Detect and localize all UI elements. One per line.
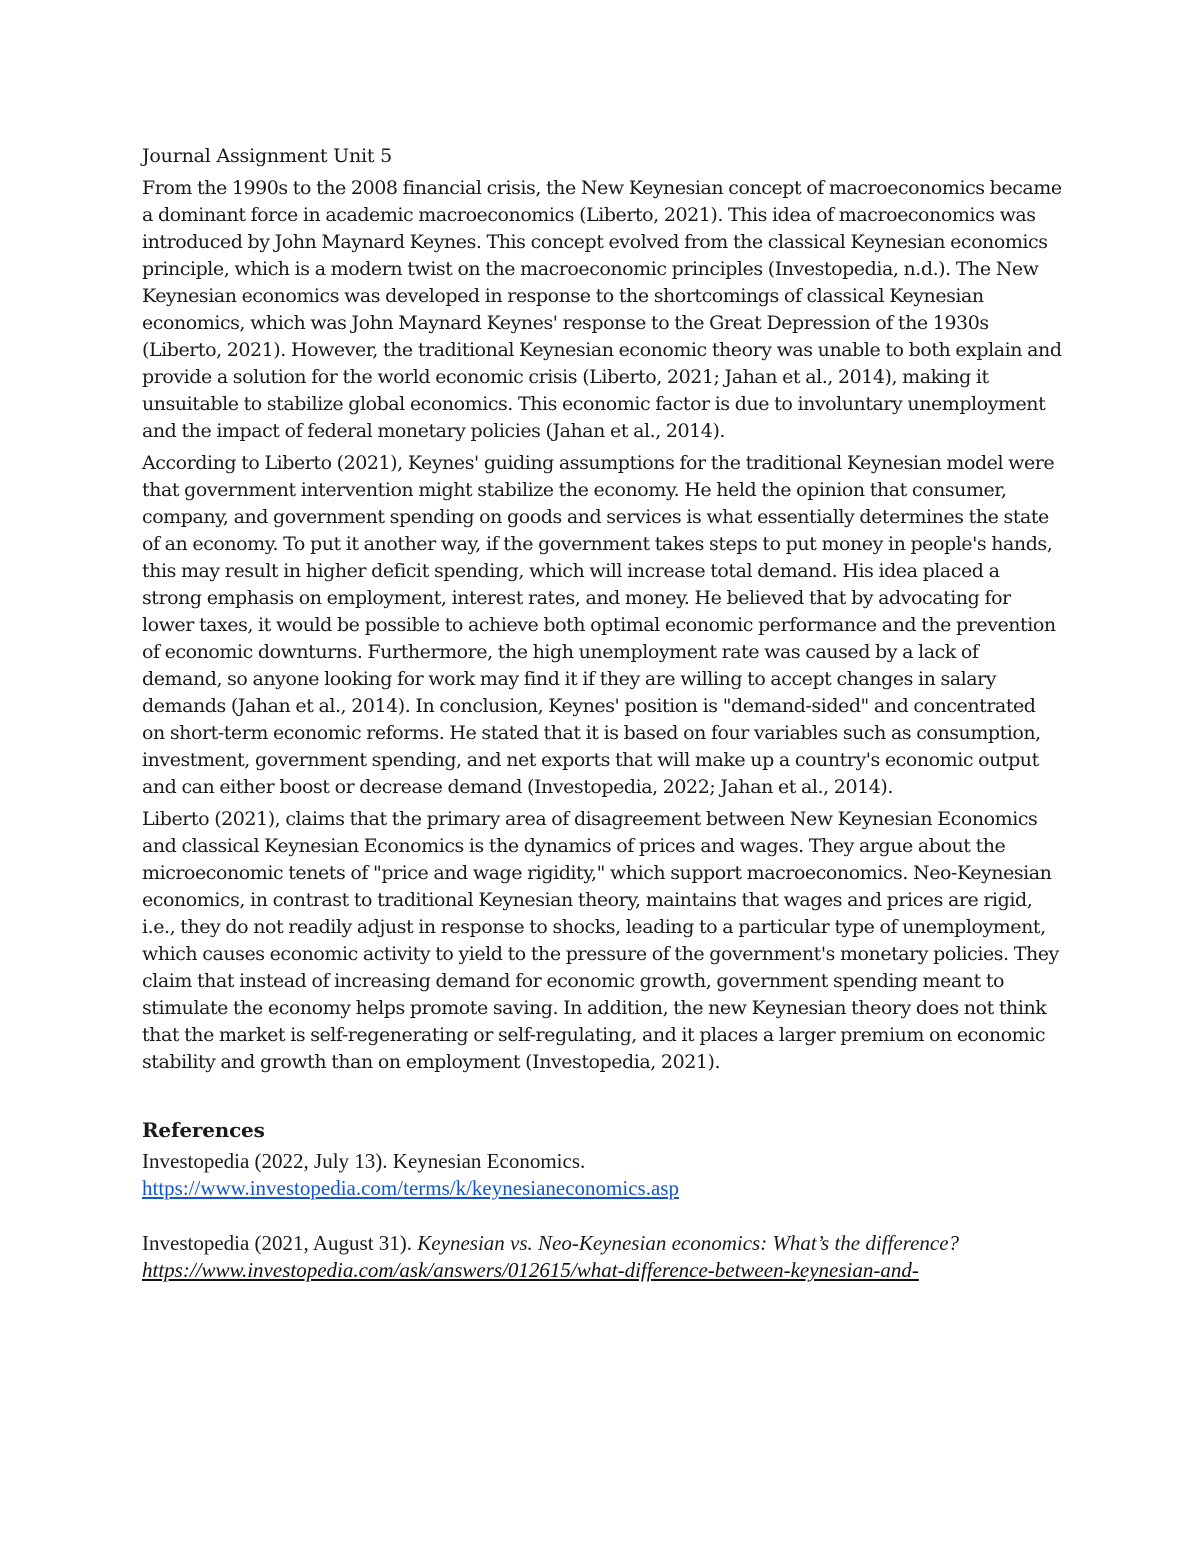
paragraph-3: Liberto (2021), claims that the primary area of disagreement between New Keynesian Economics and classical Keynesian Economics is the dynamics of prices and wages. They argue about the microeconomic tenets of "price and wage rigidity," which support macroeconomics. Neo-Keynesian economics, in contrast to traditional Keynesian theory, maintains that wages and prices are rigid, i.e., they do not readily adjust in response to shocks, leading to a particular type of unemployment, which causes economic activity to yield to the pressure of the government's monetary policies. They claim that instead of increasing demand for economic growth, government spending meant to stimulate the economy helps promote saving. In addition, the new Keynesian theory does not think that the market is self-regenerating or self-regulating, and it places a larger premium on economic stability and growth than on employment (Investopedia, 2021). [142, 808, 1059, 1073]
reference-item-1 [142, 1148, 1062, 1202]
reference-text: Investopedia (2022, July 13). Keynesian Economics. [142, 1149, 586, 1173]
reference-title: Keynesian vs. Neo-Keynesian economics: What’s the difference? [417, 1231, 960, 1255]
document-page [142, 143, 1062, 1312]
paragraph-2: According to Liberto (2021), Keynes' guiding assumptions for the traditional Keynesian model were that government intervention might stabilize the economy. He held the opinion that consumer, company, and government spending on goods and services is what essentially determines the state of an economy. To put it another way, if the government takes steps to put money in people's hands, this may result in higher deficit spending, which will increase total demand. His idea placed a strong emphasis on employment, interest rates, and money. He believed that by advocating for lower taxes, it would be possible to achieve both optimal economic performance and the prevention of economic downturns. Furthermore, the high unemployment rate was caused by a lack of demand, so anyone looking for work may find it if they are willing to accept changes in salary demands (Jahan et al., 2014). In conclusion, Keynes' position is "demand-sided" and concentrated on short-term economic reforms. He stated that it is based on four variables such as consumption, investment, government spending, and net exports that will make up a country's economic output and can either boost or decrease demand (Investopedia, 2022; Jahan et al., 2014). [142, 452, 1056, 798]
reference-link[interactable]: https://www.investopedia.com/terms/k/keynesianeconomics.asp [142, 1176, 679, 1200]
reference-link[interactable]: https://www.investopedia.com/ask/answers/012615/what-difference-between-keynesian-and- [142, 1258, 919, 1282]
references-heading: References [142, 1118, 265, 1142]
paragraph-1: From the 1990s to the 2008 financial crisis, the New Keynesian concept of macroeconomics became a dominant force in academic macroeconomics (Liberto, 2021). This idea of macroeconomics was introduced by John Maynard Keynes. This concept evolved from the classical Keynesian economics principle, which is a modern twist on the macroeconomic principles (Investopedia, n.d.). The New Keynesian economics was developed in response to the shortcomings of classical Keynesian economics, which was John Maynard Keynes' response to the Great Depression of the 1930s (Liberto, 2021). However, the traditional Keynesian economic theory was unable to both explain and provide a solution for the world economic crisis (Liberto, 2021; Jahan et al., 2014), making it unsuitable to stabilize global economics. This economic factor is due to involuntary unemployment and the impact of federal monetary policies (Jahan et al., 2014). [142, 177, 1062, 442]
reference-item-2 [142, 1230, 1062, 1284]
reference-text: Investopedia (2021, August 31). [142, 1231, 418, 1255]
document-title: Journal Assignment Unit 5 [142, 145, 393, 167]
